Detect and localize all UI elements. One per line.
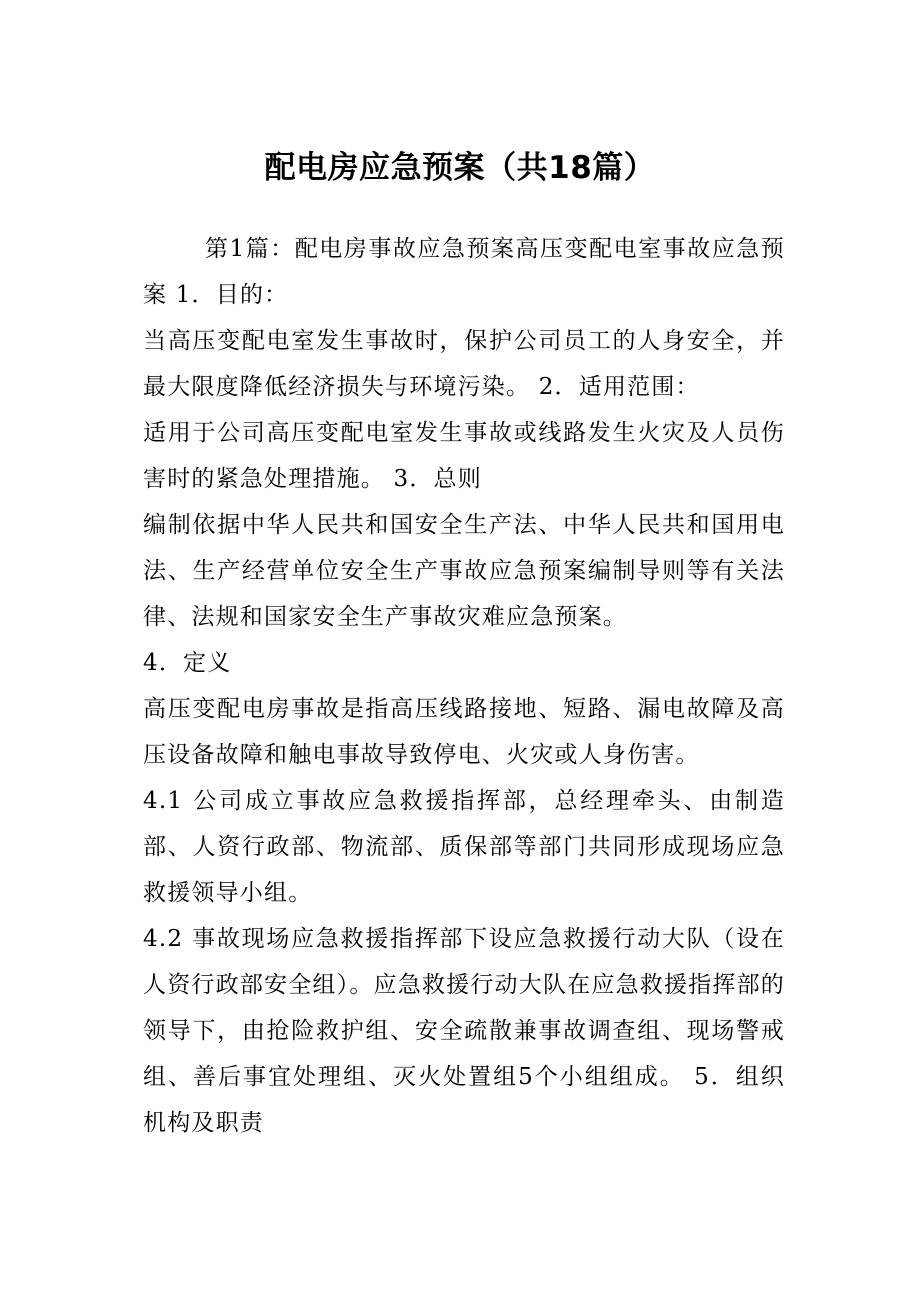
paragraph-5: 4．定义 <box>143 650 232 676</box>
paragraph-3: 适用于公司高压变配电室发生事故或线路发生火灾及人员伤害时的紧急处理措施。 3．总则 <box>143 420 785 492</box>
paragraph-2: 当高压变配电室发生事故时，保护公司员工的人身安全，并最大限度降低经济损失与环境污染。 2．适用范围： <box>143 328 785 400</box>
paragraph-6: 高压变配电房事故是指高压线路接地、短路、漏电故障及高压设备故障和触电事故导致停电、火灾或人身伤害。 <box>143 696 785 768</box>
paragraph-4: 编制依据中华人民共和国安全生产法、中华人民共和国用电法、生产经营单位安全生产事故应急预案编制导则等有关法律、法规和国家安全生产事故灾难应急预案。 <box>143 512 785 630</box>
document-body <box>143 226 785 1146</box>
paragraph-7: 4.1 公司成立事故应急救援指挥部，总经理牵头、由制造部、人资行政部、物流部、质保部等部门共同形成现场应急救援领导小组。 <box>143 788 785 906</box>
paragraph-8: 4.2 事故现场应急救援指挥部下设应急救援行动大队（设在人资行政部安全组）。应急救援行动大队在应急救援指挥部的领导下，由抢险救护组、安全疏散兼事故调查组、现场警戒组、善后事宜处理组、灭火处置组5个小组组成。 5．组织机构及职责 <box>143 926 785 1136</box>
document-title: 配电房应急预案（共18篇） <box>264 150 656 186</box>
paragraph-1: 第1篇：配电房事故应急预案高压变配电室事故应急预案 1．目的： <box>143 236 785 308</box>
